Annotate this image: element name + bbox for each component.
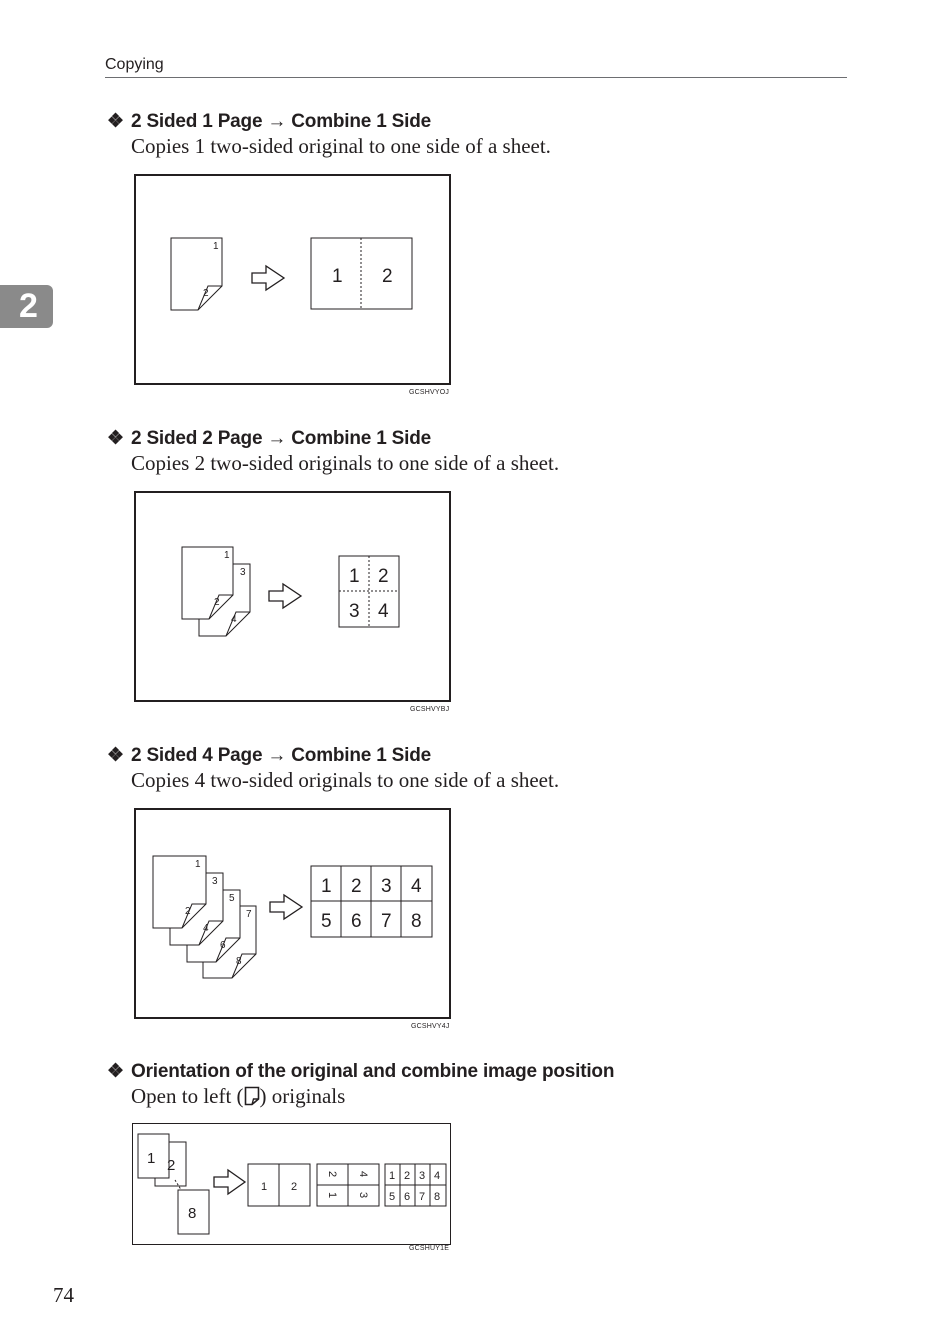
original-label: 1 (224, 550, 230, 561)
result-cell: 5 (321, 911, 332, 932)
section-title-text: 2 Sided 1 Page → Combine 1 Side (131, 111, 431, 132)
figure-code: GCSHVYOJ (409, 389, 450, 396)
original-label: 2 (167, 1157, 176, 1174)
figure-code: GCSHVYBJ (410, 706, 450, 713)
section-description: Copies 2 two-sided originals to one side of a sheet. (131, 451, 560, 475)
result-cell: 4 (378, 601, 389, 622)
original-label: 1 (213, 241, 219, 252)
figure-2sided-1page (134, 174, 451, 385)
result-cell: 1 (326, 1192, 338, 1199)
figure-orientation (132, 1123, 451, 1245)
section-title-2sided-2page (107, 427, 431, 450)
result-cell: 2 (378, 566, 389, 587)
original-label: 3 (240, 567, 246, 578)
result-cell: 8 (434, 1191, 441, 1203)
section-title-2sided-4page (107, 744, 431, 767)
result-cell: 6 (351, 911, 362, 932)
original-label: 8 (236, 956, 242, 967)
original-label: 4 (231, 614, 237, 625)
result-cell: 7 (419, 1191, 426, 1203)
result-cell: 3 (419, 1170, 426, 1182)
result-cell: 6 (404, 1191, 411, 1203)
result-cell: 3 (357, 1192, 369, 1199)
section-title-orientation (107, 1060, 614, 1083)
result-cell: 2 (326, 1171, 338, 1178)
page-number: 74 (53, 1283, 74, 1307)
original-label: 2 (185, 906, 191, 917)
description-text: ) originals (259, 1084, 346, 1108)
figure-code: GCSHUY1E (409, 1245, 450, 1252)
original-label: 2 (203, 288, 209, 299)
description-text: Open to left ( (131, 1084, 244, 1108)
original-label: 4 (203, 923, 209, 934)
section-title-2sided-1page (107, 110, 431, 133)
result-cell: 2 (351, 876, 362, 897)
figure-code: GCSHVY4J (411, 1023, 450, 1030)
result-cell: 4 (434, 1170, 441, 1182)
result-cell: 5 (389, 1191, 396, 1203)
original-label: 1 (147, 1150, 156, 1167)
section-description: Copies 4 two-sided originals to one side of a sheet. (131, 768, 560, 792)
chapter-tab: 2 (0, 285, 53, 328)
section-description-orientation (131, 1084, 345, 1112)
diamond-bullet-icon: ❖ (107, 428, 124, 449)
diamond-bullet-icon: ❖ (107, 111, 124, 132)
result-cell: 4 (411, 876, 422, 897)
diamond-bullet-icon: ❖ (107, 1061, 124, 1082)
header-rule (105, 77, 847, 78)
result-cell: 1 (261, 1181, 268, 1193)
diamond-bullet-icon: ❖ (107, 745, 124, 766)
result-cell: 1 (389, 1170, 396, 1182)
result-cell: 1 (349, 566, 360, 587)
section-description: Copies 1 two-sided original to one side of a sheet. (131, 134, 551, 158)
original-label: 2 (214, 597, 220, 608)
figure-2sided-2page (134, 491, 451, 702)
result-cell: 3 (349, 601, 360, 622)
original-label: 1 (195, 859, 201, 870)
original-label: 7 (246, 909, 252, 920)
result-cell: 1 (321, 876, 332, 897)
result-cell: 2 (291, 1181, 298, 1193)
result-cell: 4 (357, 1171, 369, 1178)
section-title-text: 2 Sided 2 Page → Combine 1 Side (131, 428, 431, 449)
figure-2sided-4page (134, 808, 451, 1019)
result-cell: 7 (381, 911, 392, 932)
original-label: 5 (229, 893, 235, 904)
running-header: Copying (105, 56, 164, 73)
original-label: 6 (220, 940, 226, 951)
result-cell: 2 (382, 266, 393, 287)
result-cell: 3 (381, 876, 392, 897)
result-cell: 2 (404, 1170, 411, 1182)
open-to-left-icon (244, 1086, 260, 1112)
original-label: 3 (212, 876, 218, 887)
result-cell: 1 (332, 266, 343, 287)
section-title-text: Orientation of the original and combine image position (131, 1061, 615, 1082)
result-cell: 8 (411, 911, 422, 932)
section-title-text: 2 Sided 4 Page → Combine 1 Side (131, 745, 431, 766)
original-label: 8 (188, 1205, 197, 1222)
